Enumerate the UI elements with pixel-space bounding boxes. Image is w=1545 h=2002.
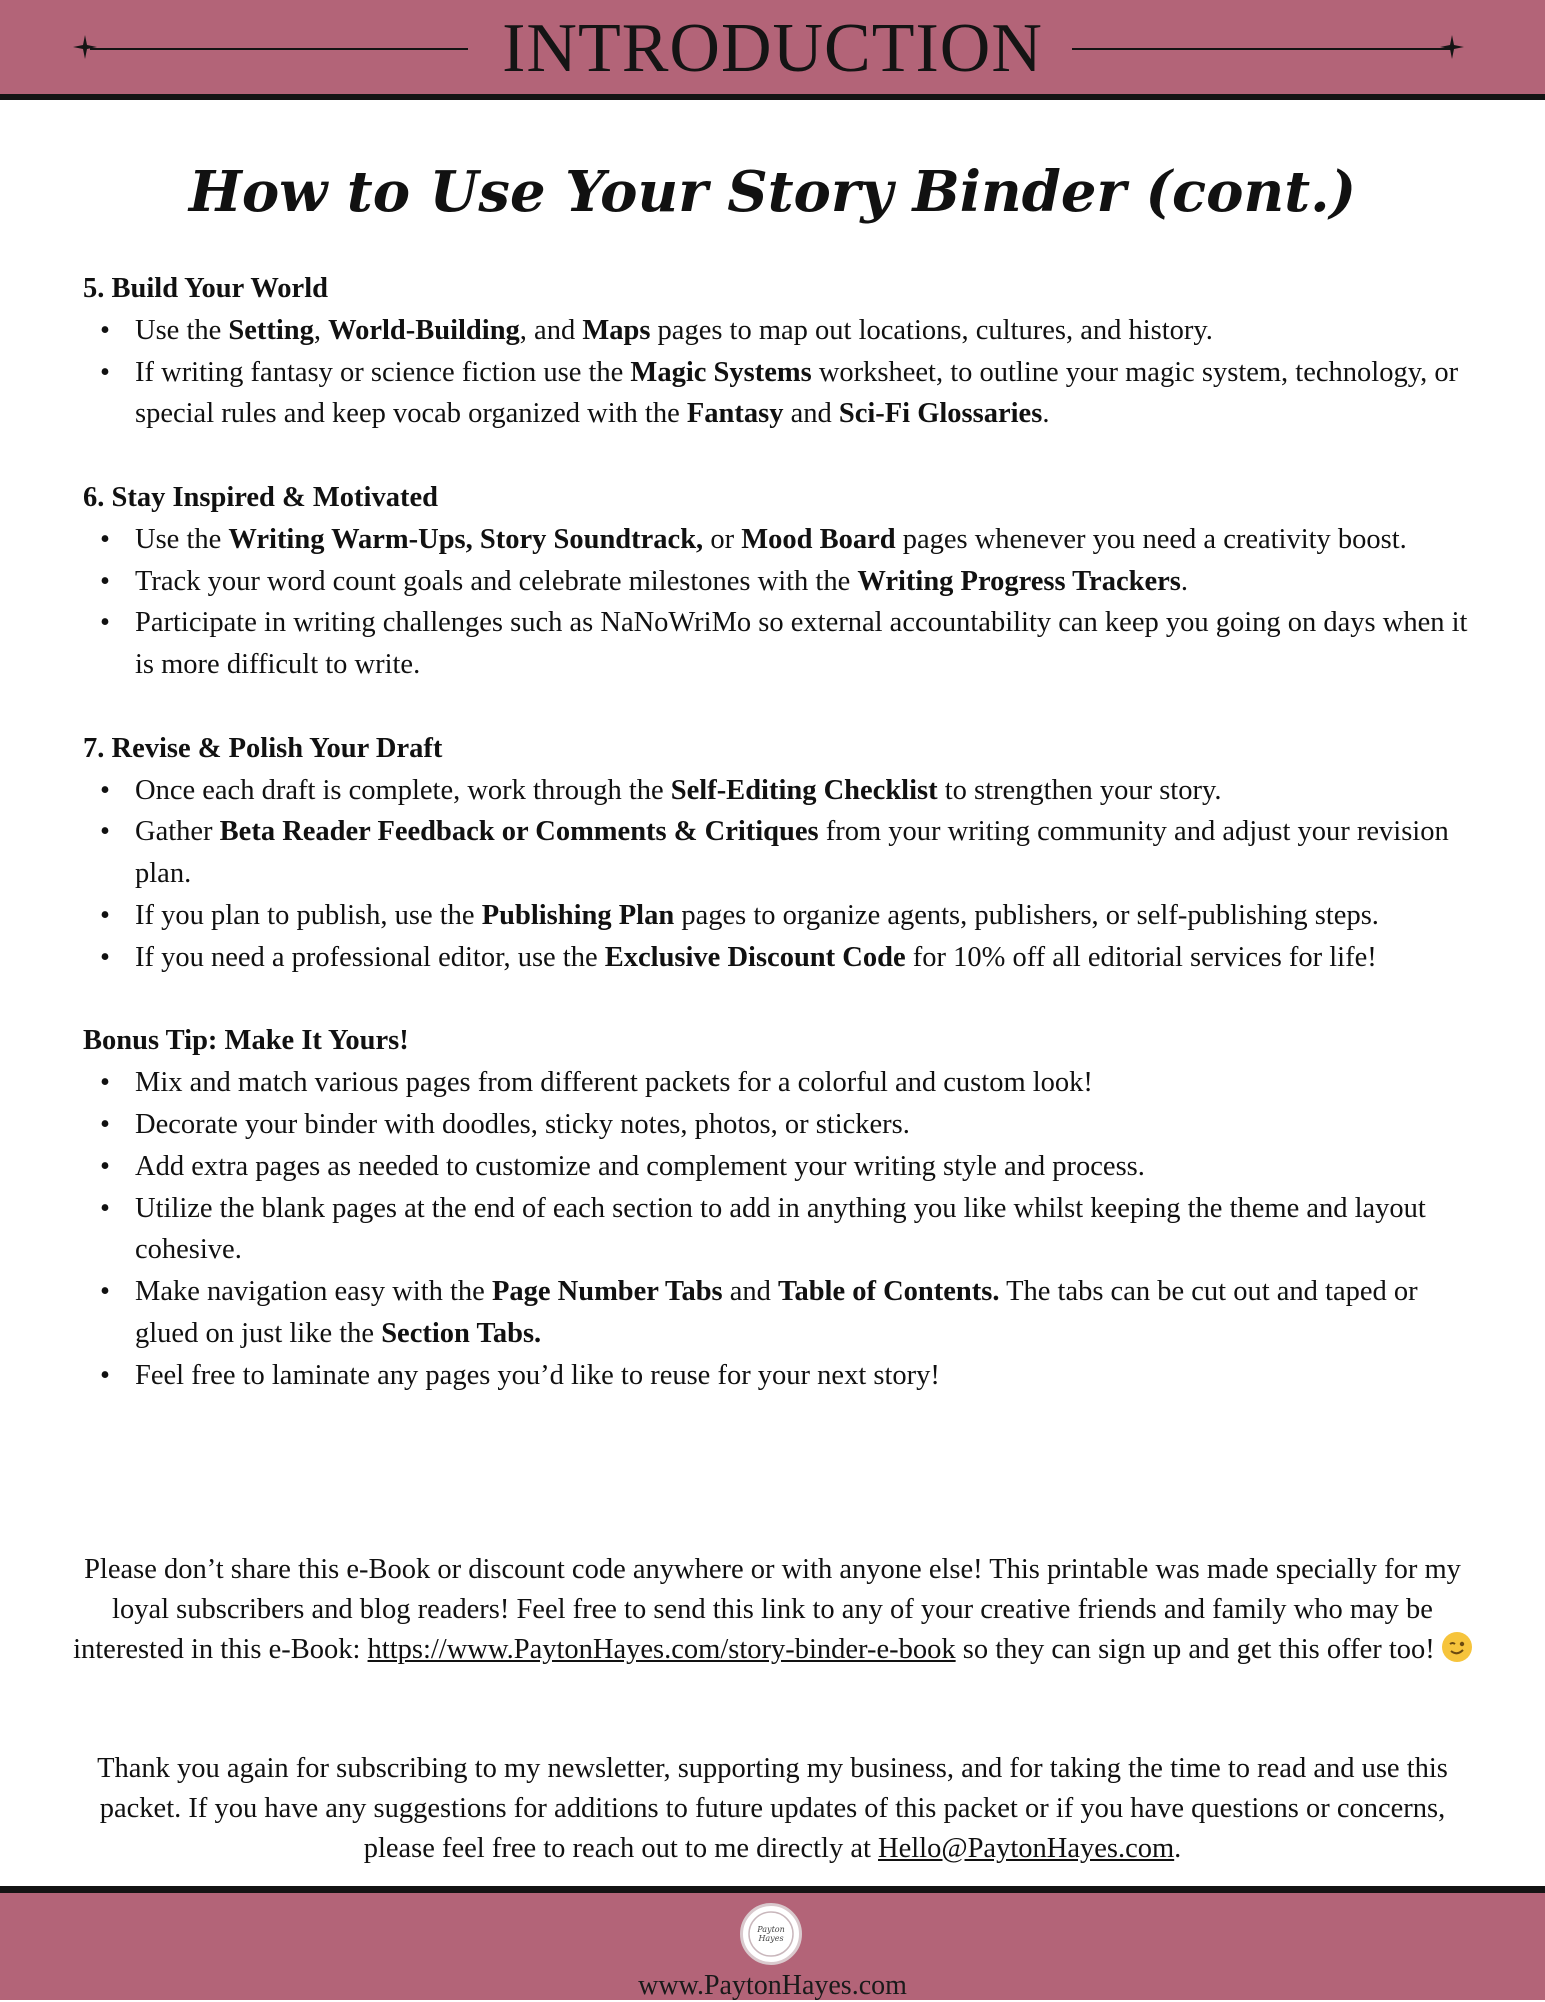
section-spacer (83, 435, 1483, 477)
item-text: pages to map out locations, cultures, and history. (650, 314, 1213, 346)
item-text: from your writing community and adjust your revision plan. (135, 816, 1449, 890)
list-item (83, 1146, 1483, 1188)
svg-text:Payton: Payton (757, 1925, 785, 1934)
item-text: Track your word count goals and celebrate milestones with the (135, 565, 858, 597)
section-heading: 5. Build Your World (83, 273, 328, 304)
bold-term: Fantasy (686, 398, 784, 430)
section-heading: 6. Stay Inspired & Motivated (83, 481, 438, 513)
item-text: or (703, 523, 742, 555)
section-heading: Bonus Tip: Make It Yours! (83, 1025, 409, 1057)
bold-term: Self-Editing Checklist (670, 774, 938, 806)
list-item (83, 519, 1483, 561)
bullet-list (83, 519, 1483, 686)
item-text: Gather (135, 816, 220, 848)
list-item (83, 352, 1483, 436)
bold-term: Writing Warm-Ups, Story Soundtrack, (228, 523, 704, 555)
bold-term: Publishing Plan (481, 899, 675, 931)
item-text: If writing fantasy or science fiction use the (135, 356, 631, 388)
header-band (0, 0, 1545, 100)
item-text: Participate in writing challenges such as NaNoWriMo so external accountability can keep you going on days when it is more difficult to write. (135, 607, 1468, 681)
closing-text: . (1174, 1833, 1182, 1864)
item-text: Mix and match various pages from different packets for a colorful and custom look! (135, 1067, 1093, 1099)
contact-email-link[interactable]: Hello@PaytonHayes.com (878, 1833, 1175, 1864)
page-title: How to Use Your Story Binder (cont.) (188, 159, 1357, 225)
bold-term: World-Building (328, 314, 520, 346)
closing-paragraph-thanks (70, 1749, 1475, 1869)
list-item (83, 895, 1483, 937)
section-spacer (83, 686, 1483, 728)
closing-text: Thank you again for subscribing to my newsletter, supporting my business, and for taking the time to read and use this packet. If you have any suggestions for additions to future updates of this packet or if you have questions or concerns, please feel free to reach out to me directly at (97, 1753, 1448, 1864)
item-text: Utilize the blank pages at the end of each section to add in anything you like whilst keeping the theme and layout cohesive. (135, 1192, 1426, 1266)
list-item (83, 770, 1483, 812)
header-rule-right (1072, 48, 1453, 50)
item-text: Once each draft is complete, work through the (135, 774, 671, 806)
section-spacer (83, 979, 1483, 1021)
item-text: Feel free to laminate any pages you’d like to reuse for your next story! (135, 1359, 940, 1391)
closing-paragraph-share (70, 1550, 1475, 1670)
item-text: . (1042, 398, 1050, 430)
bold-term: Setting (228, 314, 314, 346)
bold-term: Maps (582, 314, 651, 346)
closing-text: so they can sign up and get this offer too! (955, 1634, 1442, 1665)
item-text: pages to organize agents, publishers, or self-publishing steps. (674, 899, 1379, 931)
brand-logo (740, 1903, 802, 1965)
story-binder-link[interactable]: https://www.PaytonHayes.com/story-binder-e-book (367, 1634, 956, 1665)
bold-term: Section Tabs. (381, 1317, 542, 1349)
item-text: worksheet, to outline your magic system, technology, or special rules and keep vocab organized with the (135, 356, 1459, 430)
bold-term: Mood Board (741, 523, 896, 555)
logo-mark-icon (746, 1909, 796, 1959)
item-text: Decorate your binder with doodles, sticky notes, photos, or stickers. (135, 1108, 910, 1140)
list-item (83, 310, 1483, 352)
svg-text:Hayes: Hayes (758, 1934, 784, 1943)
list-item (83, 937, 1483, 979)
list-item (83, 1104, 1483, 1146)
item-text: The tabs can be cut out and taped or glued on just like the (135, 1276, 1418, 1349)
bold-term: Sci-Fi Glossaries (838, 398, 1043, 430)
list-item (83, 811, 1483, 895)
section-title: INTRODUCTION (502, 10, 1043, 87)
closing-text: Please don’t share this e-Book or discount code anywhere or with anyone else! This printable was made specially for my loyal subscribers and blog readers! Feel free to send this link to any of your creative friends and family who may be interested in this e-Book: (73, 1554, 1461, 1665)
item-text: pages whenever you need a creativity boost. (895, 523, 1407, 555)
list-item (83, 1062, 1483, 1104)
list-item (83, 561, 1483, 603)
item-text: to strengthen your story. (937, 774, 1222, 806)
item-text: . (1180, 565, 1188, 597)
sparkle-icon (1440, 35, 1464, 59)
item-text: If you need a professional editor, use the (135, 941, 605, 973)
item-text: and (783, 398, 839, 430)
item-text: Make navigation easy with the (135, 1276, 492, 1308)
list-item (83, 1355, 1483, 1397)
list-item (83, 1271, 1483, 1355)
bold-term: Magic Systems (630, 356, 812, 388)
footer-website-link[interactable]: www.PaytonHayes.com (638, 1970, 907, 2001)
item-text: , and (519, 314, 583, 346)
list-item (83, 602, 1483, 686)
bold-term: Writing Progress Trackers (857, 565, 1181, 597)
bold-term: Page Number Tabs (491, 1276, 723, 1308)
item-text: Use the (135, 523, 229, 555)
bold-term: Table of Contents. (778, 1276, 1000, 1308)
section-heading: 7. Revise & Polish Your Draft (83, 732, 443, 764)
item-text: Add extra pages as needed to customize and complement your writing style and process. (135, 1150, 1145, 1182)
bullet-list (83, 310, 1483, 435)
item-text: If you plan to publish, use the (135, 899, 482, 931)
bullet-list (83, 1062, 1483, 1396)
item-text: , (313, 314, 329, 346)
item-text: and (722, 1276, 779, 1308)
bold-term: Exclusive Discount Code (604, 941, 906, 973)
item-text: Use the (135, 314, 229, 346)
bold-term: Beta Reader Feedback or Comments & Critiques (219, 816, 819, 848)
list-item (83, 1188, 1483, 1272)
item-text: for 10% off all editorial services for life! (905, 941, 1377, 973)
bullet-list (83, 770, 1483, 979)
winking-face-icon (1442, 1632, 1472, 1662)
instructions-body (83, 268, 1483, 1397)
